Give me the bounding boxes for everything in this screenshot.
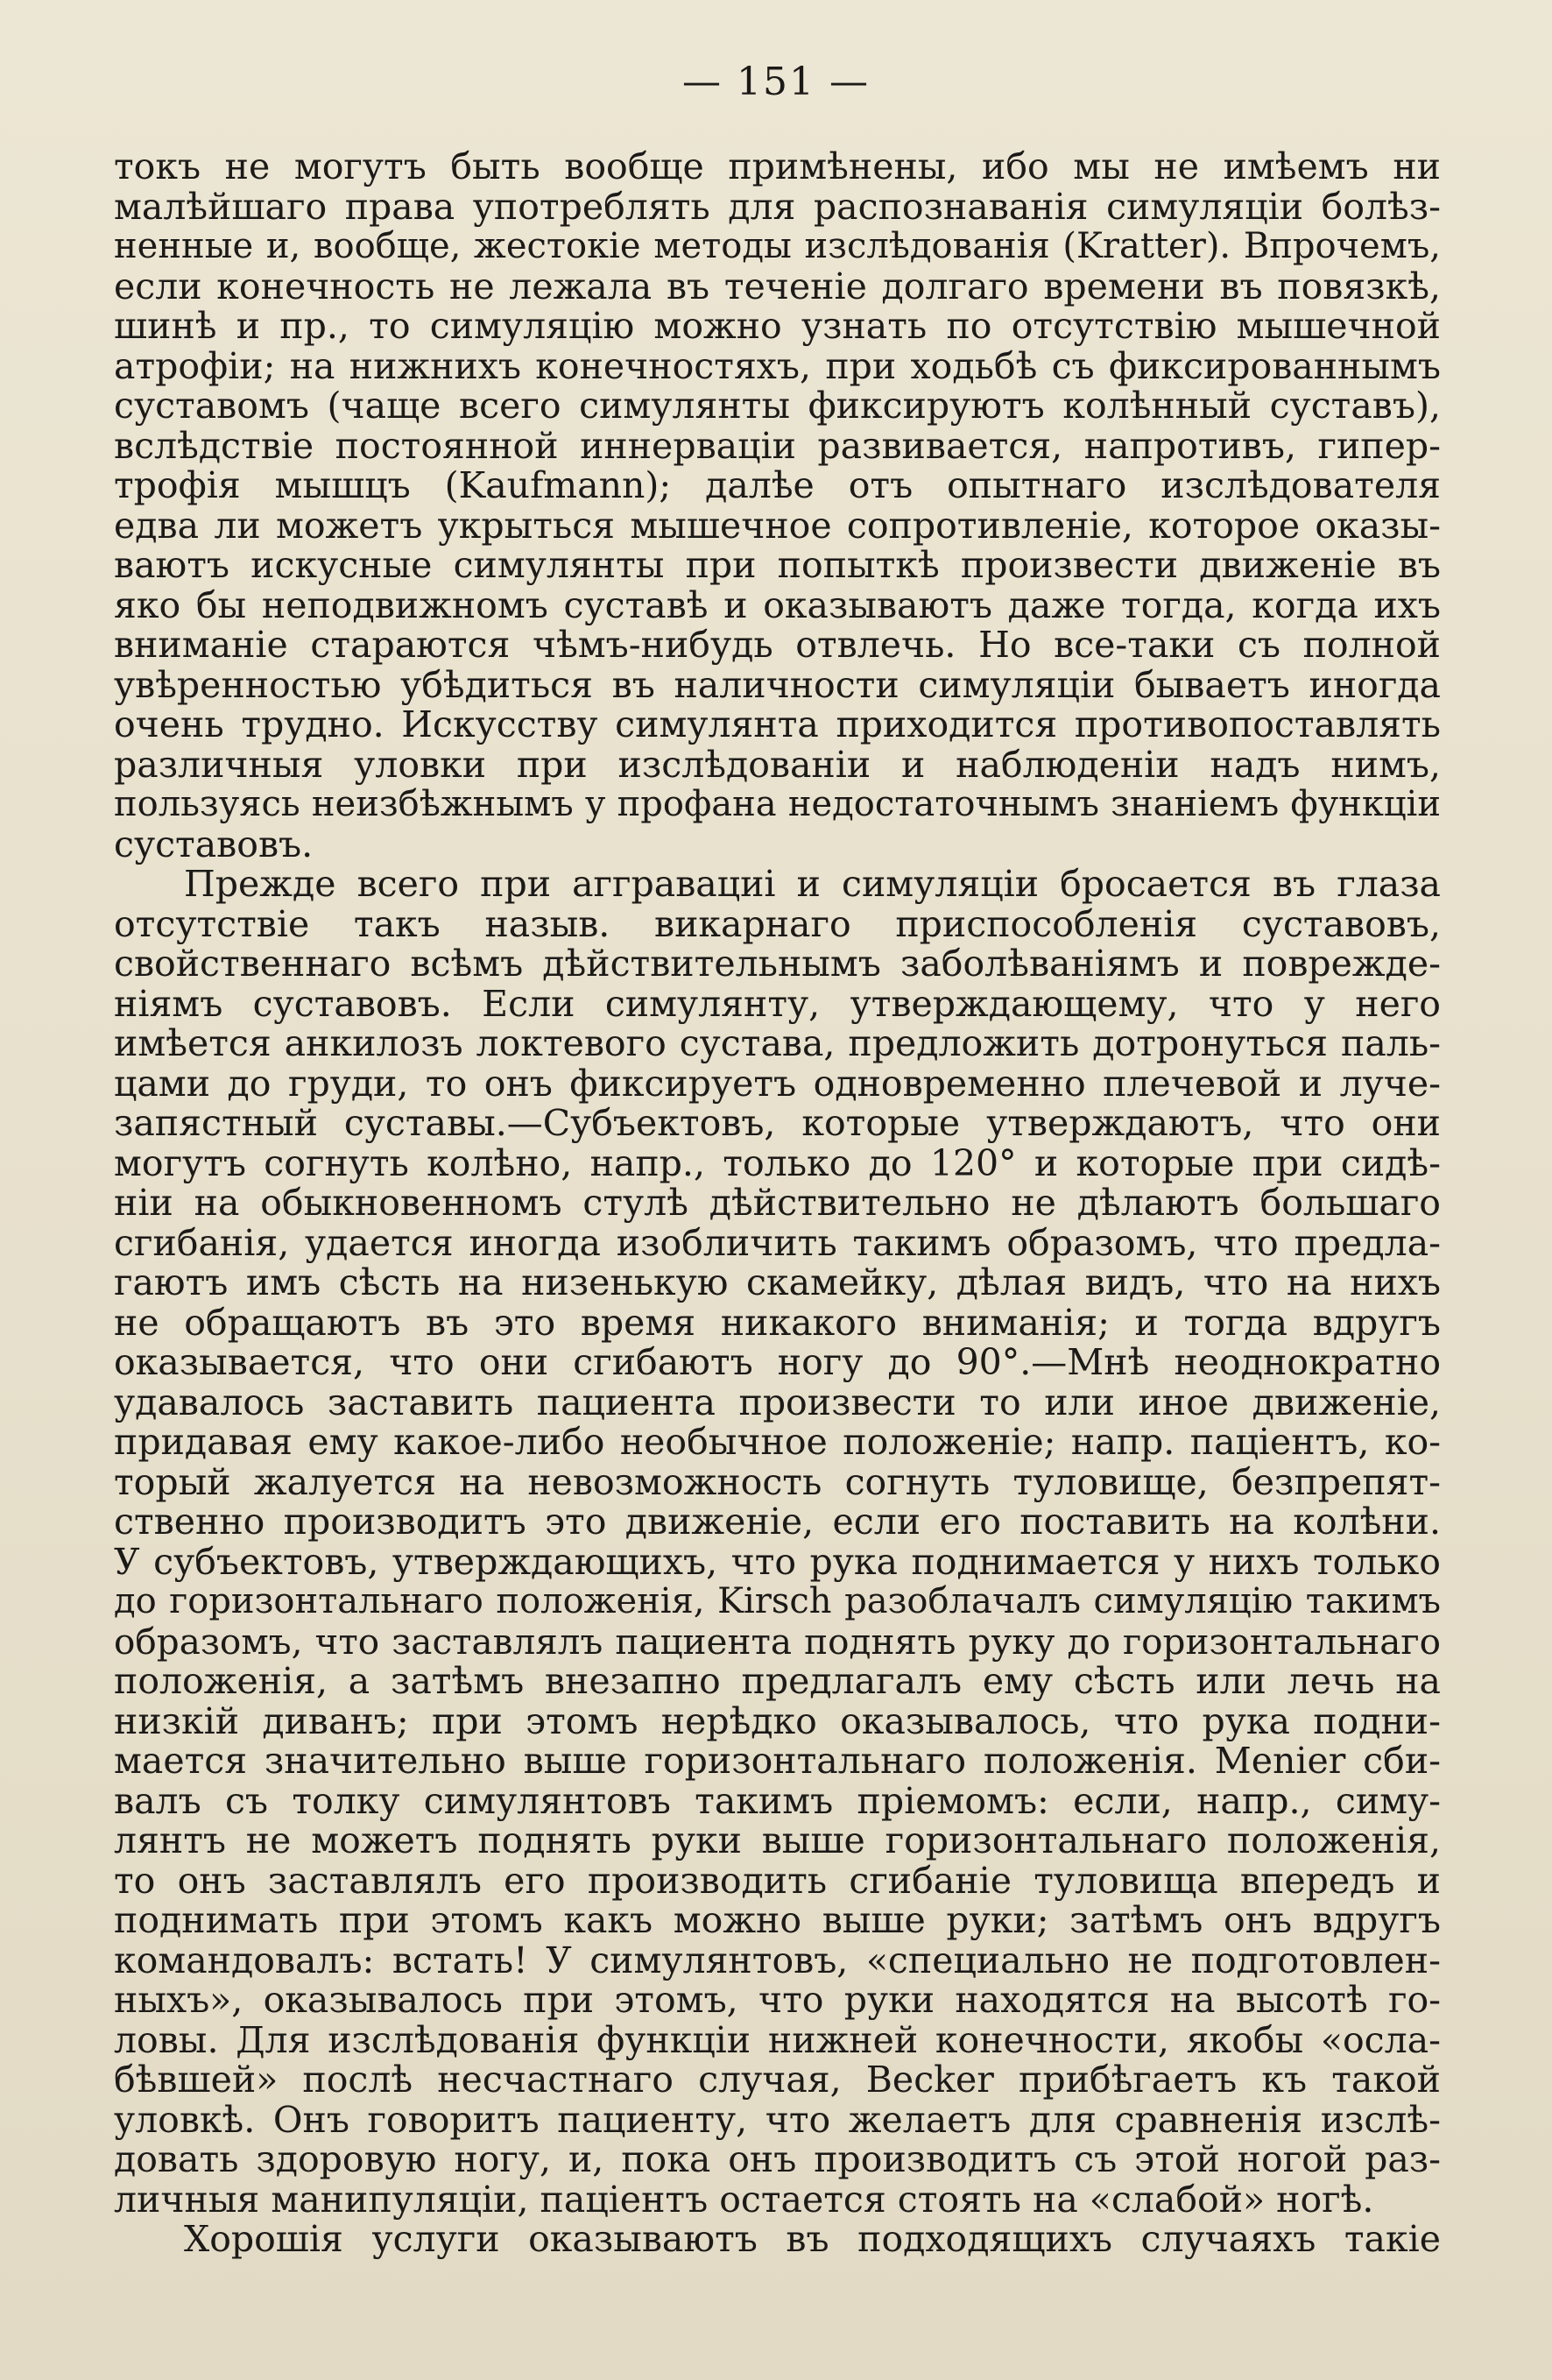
text-line: суставовъ. xyxy=(114,824,314,865)
text-line: то онъ заставлялъ его производить сгибаніе туловища впередъ и xyxy=(114,1861,1441,1901)
text-line: командовалъ: встать! У симулянтовъ, «специально не подготовлен- xyxy=(114,1940,1441,1981)
text-line: вслѣдствіе постоянной иннерваціи развивается, напротивъ, гипер- xyxy=(114,426,1441,466)
text-line: запястный суставы.—Субъектовъ, которые утверждаютъ, что они xyxy=(114,1104,1441,1144)
text-line: вниманіе стараются чѣмъ-нибудь отвлечь. Но все-таки съ полной xyxy=(114,625,1441,666)
text-line: ваютъ искусные симулянты при попыткѣ произвести движеніе въ xyxy=(114,546,1441,586)
text-line: торый жалуется на невозможность согнуть туловище, безпрепят- xyxy=(114,1462,1441,1502)
text-line: Прежде всего при аггравациі и симуляціи бросается въ глаза xyxy=(184,865,1441,905)
text-line: положенія, а затѣмъ внезапно предлагалъ ему сѣсть или лечь на xyxy=(114,1662,1441,1702)
text-line: трофія мышцъ (Kaufmann); далѣе отъ опытнаго изслѣдователя xyxy=(114,466,1441,506)
text-line: оказывается, что они сгибаютъ ногу до 90°.—Мнѣ неоднократно xyxy=(114,1343,1441,1383)
text-line: ніи на обыкновенномъ стулѣ дѣйствительно не дѣлаютъ большаго xyxy=(114,1183,1441,1224)
text-line: атрофіи; на нижнихъ конечностяхъ, при ходьбѣ съ фиксированнымъ xyxy=(114,346,1441,386)
text-line: сгибанія, удается иногда изобличить такимъ образомъ, что предла- xyxy=(114,1223,1441,1263)
text-line: ловы. Для изслѣдованія функціи нижней конечности, якобы «осла- xyxy=(114,2020,1441,2060)
text-line: личныя манипуляціи, пацiентъ остается стоять на «слабой» ногѣ. xyxy=(114,2179,1374,2220)
text-line: ніямъ суставовъ. Если симулянту, утверждающему, что у него xyxy=(114,984,1441,1024)
text-line: увѣренностью убѣдиться въ наличности симуляціи бываетъ иногда xyxy=(114,665,1441,705)
text-line: суставомъ (чаще всего симулянты фиксируютъ колѣнный суставъ), xyxy=(114,386,1441,427)
text-line: уловкѣ. Онъ говоритъ пациенту, что желаетъ для сравненія изслѣ- xyxy=(114,2100,1441,2140)
text-line: едва ли можетъ укрыться мышечное сопротивленіе, которое оказы- xyxy=(114,505,1441,546)
text-line: образомъ, что заставлялъ пациента поднять руку до горизонтальнаго xyxy=(114,1621,1441,1662)
text-line: имѣется анкилозъ локтевого сустава, предложить дотронуться паль- xyxy=(114,1024,1441,1064)
text-line: довать здоровую ногу, и, пока онъ производитъ съ этой ногой раз- xyxy=(114,2140,1441,2180)
text-line: токъ не могутъ быть вообще примѣнены, ибо мы не имѣемъ ни xyxy=(114,147,1441,187)
text-line: яко бы неподвижномъ суставѣ и оказываютъ даже тогда, когда ихъ xyxy=(114,585,1441,625)
text-line: валъ съ толку симулянтовъ такимъ пріемомъ: если, напр., симу- xyxy=(114,1781,1441,1821)
text-line: до горизонтальнаго положенія, Kirsch разоблачалъ симуляцію такимъ xyxy=(114,1582,1441,1621)
text-line: пользуясь неизбѣжнымъ у профана недостаточнымъ знаніемъ функціи xyxy=(114,785,1441,824)
text-line: свойственнаго всѣмъ дѣйствительнымъ заболѣваніямъ и поврежде- xyxy=(114,944,1441,985)
text-line: очень трудно. Искусству симулянта приходится противопоставлять xyxy=(114,705,1441,745)
text-line: мается значительно выше горизонтальнаго положенія. Menier сби- xyxy=(114,1741,1441,1782)
text-line: малѣйшаго права употреблять для распознаванія симуляціи болѣз- xyxy=(114,187,1441,227)
text-line: шинѣ и пр., то симуляцію можно узнать по отсутствію мышечной xyxy=(114,307,1441,347)
text-line: Хорошія услуги оказываютъ въ подходящихъ случаяхъ такіе xyxy=(184,2220,1441,2260)
text-line: лянтъ не можетъ поднять руки выше горизонтальнаго положенія, xyxy=(114,1821,1441,1861)
text-line: ственно производитъ это движеніе, если его поставить на колѣни. xyxy=(114,1502,1441,1543)
text-line: цами до груди, то онъ фиксируетъ одновременно плечевой и луче- xyxy=(114,1063,1441,1104)
text-line: если конечность не лежала въ теченіе долгаго времени въ повязкѣ, xyxy=(114,266,1441,307)
text-line: ныхъ», оказывалось при этомъ, что руки находятся на высотѣ го- xyxy=(114,1981,1441,2021)
text-line: удавалось заставить пациента произвести то или иное движеніе, xyxy=(114,1382,1441,1423)
text-line: поднимать при этомъ какъ можно выше руки; затѣмъ онъ вдругъ xyxy=(114,1901,1441,1941)
page-number: — 151 — xyxy=(682,60,870,104)
text-line: различныя уловки при изслѣдованіи и наблюденіи надъ нимъ, xyxy=(114,745,1441,785)
text-line: ненные и, вообще, жестокіе методы изслѣдованія (Kratter). Впрочемъ, xyxy=(114,227,1441,266)
text-line: бѣвшей» послѣ несчастнаго случая, Becker прибѣгаетъ къ такой xyxy=(114,2060,1441,2101)
text-line: могутъ согнуть колѣно, напр., только до 120° и которые при сидѣ- xyxy=(114,1143,1441,1183)
body-text xyxy=(114,147,1441,2260)
text-line: отсутствіе такъ назыв. викарнаго приспособленія суставовъ, xyxy=(114,904,1441,944)
text-line: гаютъ имъ сѣсть на низенькую скамейку, дѣлая видъ, что на нихъ xyxy=(114,1263,1441,1303)
text-line: не обращаютъ въ это время никакого вниманія; и тогда вдругъ xyxy=(114,1303,1441,1343)
text-line: придавая ему какое-либо необычное положеніе; напр. пацiентъ, ко- xyxy=(114,1423,1441,1463)
text-line: низкій диванъ; при этомъ нерѣдко оказывалось, что рука подни- xyxy=(114,1701,1441,1741)
text-line: У субъектовъ, утверждающихъ, что рука поднимается у нихъ только xyxy=(114,1542,1441,1582)
